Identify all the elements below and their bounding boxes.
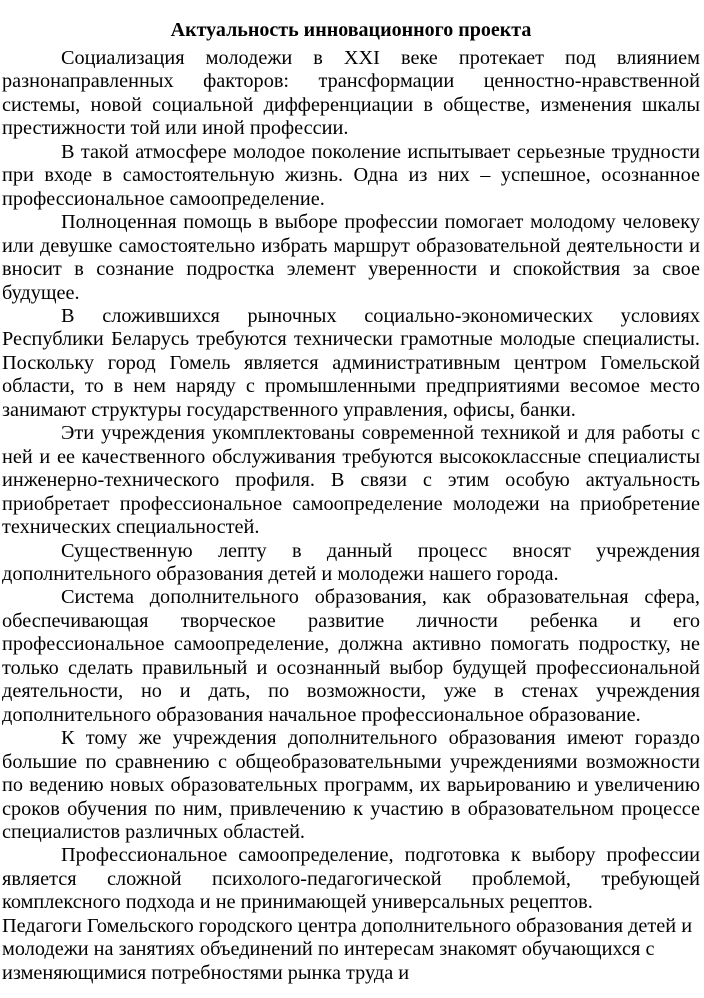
paragraph: Эти учреждения укомплектованы современной техникой и для работы с ней и ее качественного обслуживания требуются высококлассные специалисты инженерно-технического профиля. В связи с этим особую актуальность приобретает профессиональное самоопределение молодежи на приобретение технических специальностей. [2, 422, 700, 539]
document-title: Актуальность инновационного проекта [170, 19, 532, 41]
paragraph-continued: Педагоги Гомельского городского центра дополнительного образования детей и молодежи на занятиях объединений по интересам знакомят обучающихся с изменяющимися потребностями рынка труда и [2, 914, 693, 984]
paragraph: В такой атмосфере молодое поколение испытывает серьезные трудности при входе в самостоятельную жизнь. Одна из них – успешное, осознанное профессиональное самоопределение. [2, 140, 700, 210]
paragraph: Полноценная помощь в выборе профессии помогает молодому человеку или девушке самостоятельно избрать маршрут образовательной деятельности и вносит в сознание подростка элемент уверенности и спокойствия за свое будущее. [2, 211, 700, 304]
paragraph: В сложившихся рыночных социально-экономических условиях Республики Беларусь требуются технически грамотные молодые специалисты. Поскольку город Гомель является административным центром Гомельской области, то в нем наряду с промышленными предприятиями весомое место занимают структуры государственного управления, офисы, банки. [2, 304, 700, 421]
paragraph: Социализация молодежи в XXI веке протекает под влиянием разнонаправленных факторов: трансформации ценностно-нравственной системы, новой социальной дифференциации в обществе, изменения шкалы престижности той или иной профессии. [2, 47, 700, 140]
paragraph: К тому же учреждения дополнительного образования имеют гораздо большие по сравнению с общеобразовательными учреждениями возможности по ведению новых образовательных программ, их варьированию и увеличению сроков обучения по ним, привлечению к участию в образовательном процессе специалистов различных областей. [2, 727, 700, 843]
paragraph: Существенную лепту в данный процесс вносят учреждения дополнительного образования детей и молодежи нашего города. [2, 539, 700, 585]
paragraph: Профессиональное самоопределение, подготовка к выбору профессии является сложной психолого-педагогической проблемой, требующей комплексного подхода и не принимающей универсальных рецептов. [2, 844, 700, 914]
paragraph: Система дополнительного образования, как образовательная сфера, обеспечивающая творческое развитие личности ребенка и его профессиональное самоопределение, должна активно помогать подростку, не только сделать правильный и осознанный выбор будущей профессиональной деятельности, но и дать, по возможности, уже в стенах учреждения дополнительного образования начальное профессиональное образование. [2, 586, 700, 726]
